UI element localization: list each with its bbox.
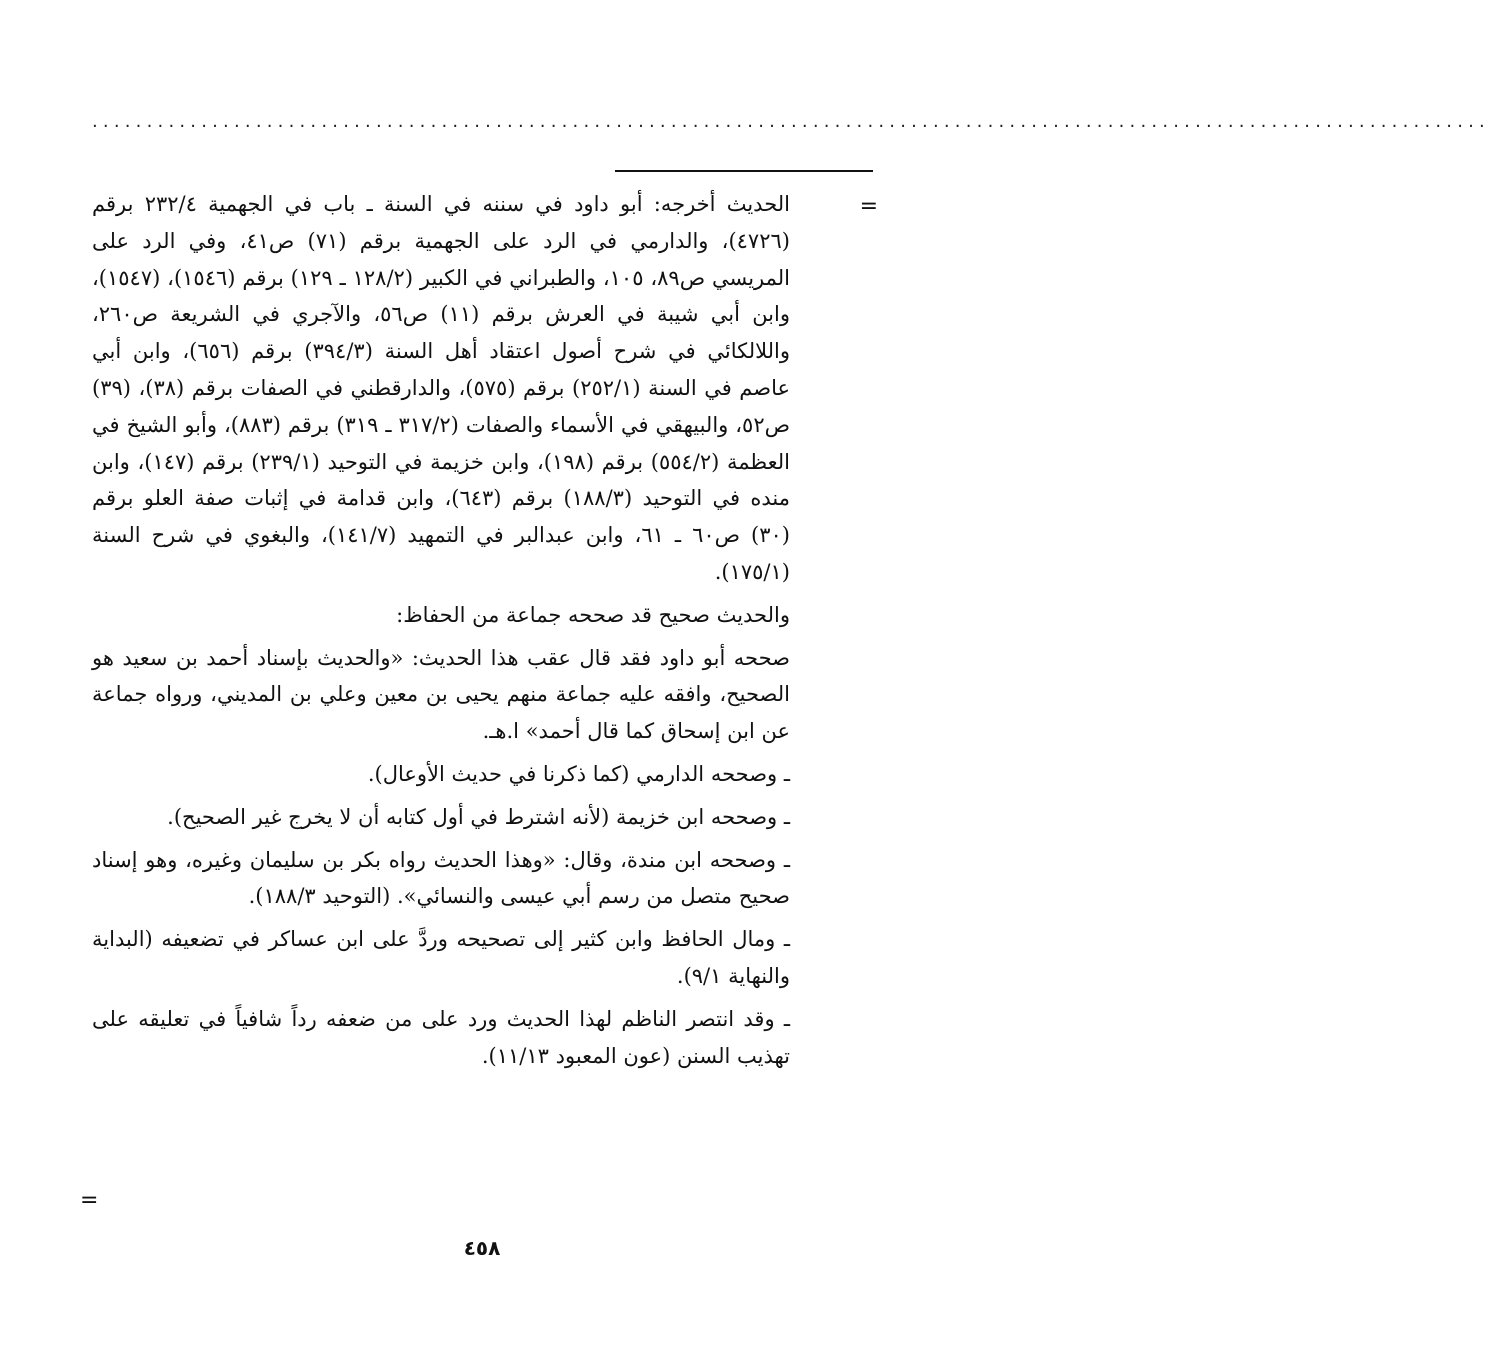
- footnote-paragraph: ـ وصححه ابن خزيمة (لأنه اشترط في أول كتابه أن لا يخرج غير الصحيح).: [167, 804, 790, 829]
- footnote-paragraph: ـ وصححه الدارمي (كما ذكرنا في حديث الأوعال).: [367, 761, 790, 786]
- footnote-paragraph: ـ وصححه ابن مندة، وقال: «وهذا الحديث رواه بكر بن سليمان وغيره، وهو إسناد صحيح متصل من رسم أبي عيسى والنسائي». (التوحيد ١٨٨/٣).: [92, 847, 790, 909]
- footnote-paragraph: والحديث صحيح قد صححه جماعة من الحفاظ:: [396, 602, 790, 627]
- footnote-paragraph: ـ ومال الحافظ وابن كثير إلى تصحيحه وردَّ على ابن عساكر في تضعيفه (البداية والنهاية ٩/١).: [92, 927, 790, 988]
- page-number: ٤٥٨: [463, 1236, 501, 1260]
- footnote-paragraph: الحديث أخرجه: أبو داود في سننه في السنة ـ باب في الجهمية ٢٣٢/٤ برقم (٤٧٢٦)، والدارمي في الرد على الجهمية برقم (٧١) ص٤١، وفي الرد على المريسي ص٨٩، ١٠٥، والطبراني في الكبير (١٢٨/٢ ـ ١٢٩) برقم (١٥٤٦)، (١٥٤٧)، وابن أبي شيبة في العرش برقم (١١) ص٥٦، والآجري في الشريعة ص٢٦٠، واللالكائي في شرح أصول اعتقاد أهل السنة (٣٩٤/٣) برقم (٦٥٦)، وابن أبي عاصم في السنة (٢٥٢/١) برقم (٥٧٥)، والدارقطني في الصفات برقم (٣٨)، (٣٩) ص٥٢، والبيهقي في الأسماء والصفات (٣١٧/٢ ـ ٣١٩) برقم (٨٨٣)، وأبو الشيخ في العظمة (٥٥٤/٢) برقم (١٩٨)، وابن خزيمة في التوحيد (٢٣٩/١) برقم (١٤٧)، وابن منده في التوحيد (١٨٨/٣) برقم (٦٤٣)، وابن قدامة في إثبات صفة العلو برقم (٣٠) ص٦٠ ـ ٦١، وابن عبدالبر في التمهيد (١٤١/٧)، والبغوي في شرح السنة (١٧٥/١).: [92, 192, 791, 584]
- footnote-text: [92, 186, 790, 1080]
- continuation-mark-top: =: [859, 194, 878, 219]
- continuation-mark-bottom: =: [80, 1188, 99, 1213]
- footnote-rule: [615, 170, 873, 172]
- footnote-paragraph: صححه أبو داود فقد قال عقب هذا الحديث: «والحديث بإسناد أحمد بن سعيد هو الصحيح، وافقه عليه جماعة منهم يحيى بن معين وعلي بن المديني، ورواه جماعة عن ابن إسحاق كما قال أحمد» ا.هـ.: [92, 645, 790, 744]
- footnote-paragraph: ـ وقد انتصر الناظم لهذا الحديث ورد على من ضعفه رداً شافياً في تعليقه على تهذيب السنن (عون المعبود ١١/١٣).: [92, 1006, 790, 1068]
- dotted-separator: ................................................................................................................................: [92, 111, 1490, 132]
